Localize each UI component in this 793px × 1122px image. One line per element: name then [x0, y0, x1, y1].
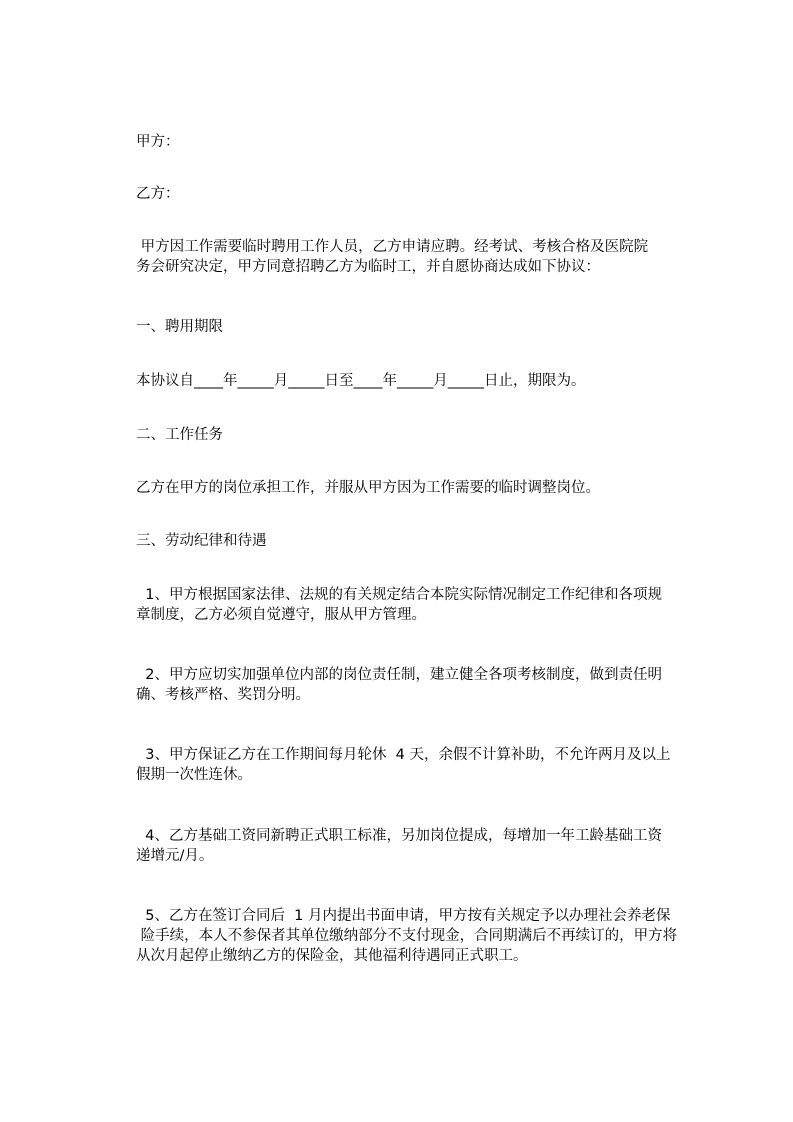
item-1-line: 1、甲方根据国家法律、法规的有关规定结合本院实际情况制定工作纪律和各项规	[136, 587, 662, 603]
party-b-label: 乙方：	[136, 186, 180, 202]
item-5-line: 5、乙方在签订合同后 1 月内提出书面申请，甲方按有关规定予以办理社会养老保	[136, 908, 671, 924]
item-2-line: 2、甲方应切实加强单位内部的岗位责任制，建立健全各项考核制度，做到责任明	[136, 667, 662, 683]
section-1-title: 一、聘用期限	[136, 319, 223, 335]
intro-line: 甲方因工作需要临时聘用工作人员，乙方申请应聘。经考试、考核合格及医院院	[136, 239, 649, 255]
item-1-line: 章制度，乙方必须自觉遵守，服从甲方管理。	[136, 607, 426, 623]
item-3-line: 3、甲方保证乙方在工作期间每月轮休 4 天，余假不计算补助，不允许两月及以上	[136, 747, 671, 763]
item-4-line: 4、乙方基础工资同新聘正式职工标准，另加岗位提成，每增加一年工龄基础工资	[136, 828, 662, 844]
item-3-line: 假期一次性连休。	[136, 767, 252, 783]
intro-paragraph	[136, 237, 721, 277]
item-5-line: 险手续，本人不参保者其单位缴纳部分不支付现金，合同期满后不再续订的，甲方将	[136, 928, 678, 944]
item-5-line: 从次月起停止缴纳乙方的保险金，其他福利待遇同正式职工。	[136, 948, 528, 964]
section-2-title: 二、工作任务	[136, 427, 223, 443]
item-5-paragraph	[136, 906, 721, 966]
section-1-text: 本协议自____年_____月_____日至____年_____月_____日止，期限为。	[136, 373, 586, 389]
party-a-label: 甲方：	[136, 134, 180, 150]
item-1-paragraph	[136, 585, 721, 625]
item-3-paragraph	[136, 745, 721, 785]
item-4-paragraph	[136, 826, 721, 866]
section-3-title: 三、劳动纪律和待遇	[136, 533, 267, 549]
item-4-line: 递增元/月。	[136, 848, 214, 864]
item-2-paragraph	[136, 665, 721, 705]
item-2-line: 确、考核严格、奖罚分明。	[136, 687, 310, 703]
section-2-text: 乙方在甲方的岗位承担工作，并服从甲方因为工作需要的临时调整岗位。	[136, 480, 600, 496]
intro-line: 务会研究决定，甲方同意招聘乙方为临时工，并自愿协商达成如下协议：	[136, 259, 600, 275]
